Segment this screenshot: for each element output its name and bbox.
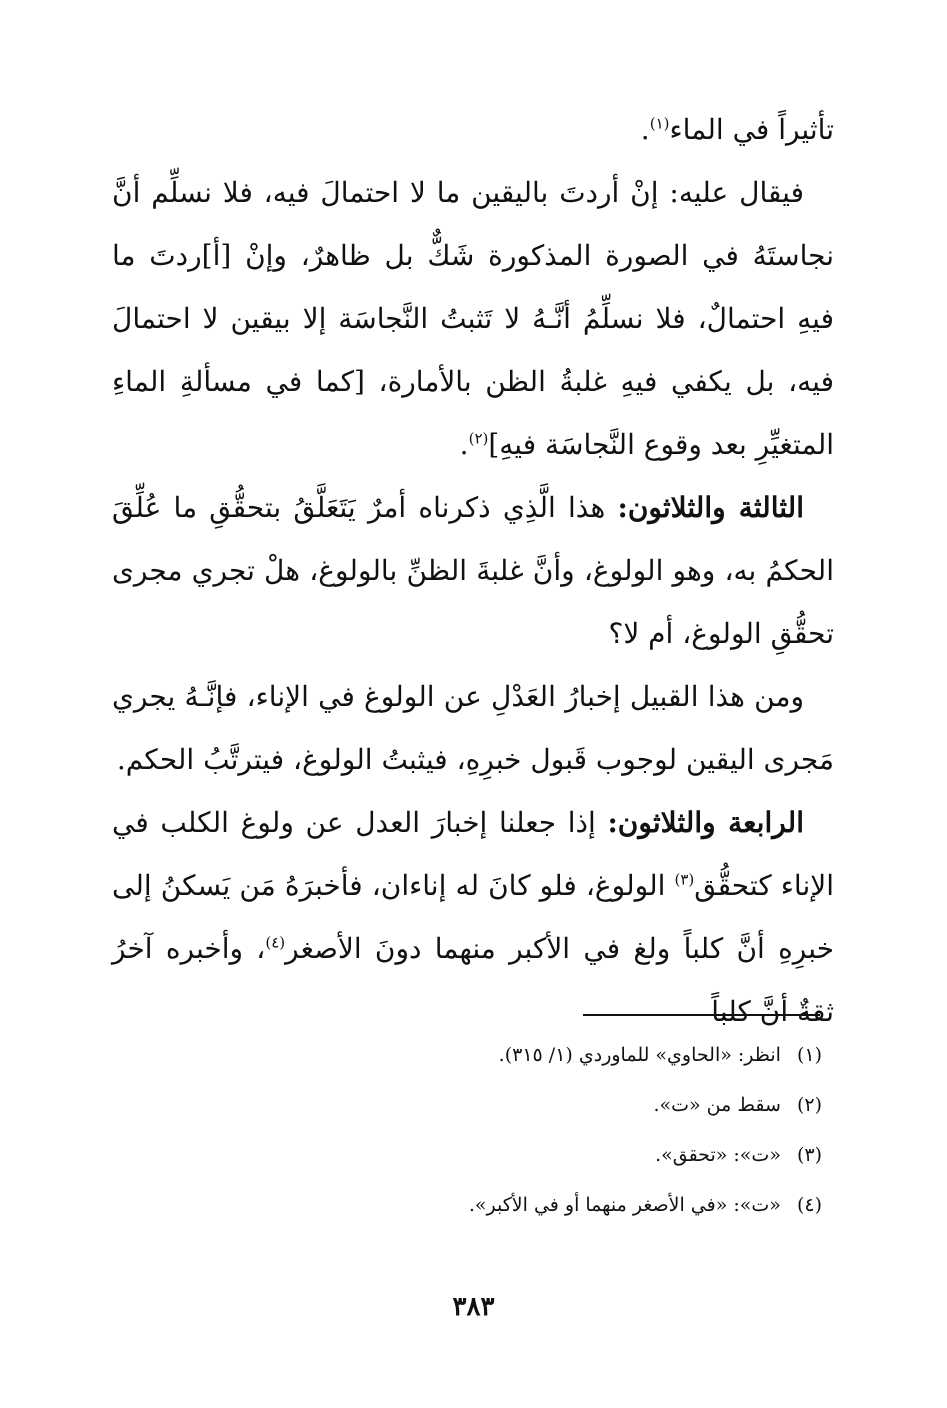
page-number: ٣٨٣ bbox=[452, 1292, 495, 1322]
section-heading: الرابعة والثلاثون: bbox=[607, 806, 804, 839]
footnote-marker: (٢) bbox=[468, 429, 489, 448]
paragraph-text: ، وأخبره آخرُ ثقةٌ أنَّ كلباً bbox=[112, 932, 834, 1028]
footnote-number: (٤) bbox=[796, 1194, 822, 1216]
footnote-marker: (١) bbox=[649, 114, 670, 133]
footnote-text: «ت»: «تحقق». bbox=[655, 1144, 781, 1166]
footnote-divider bbox=[583, 1014, 820, 1016]
section-heading: الثالثة والثلاثون: bbox=[617, 491, 804, 524]
paragraph-thirty-fourth bbox=[112, 791, 834, 1043]
paragraph-text: هذا الَّذِي ذكرناه أمرٌ يَتَعَلَّقُ بتحقُّقِ ما عُلِّقَ الحكمُ به، وهو الولوغ، وأنَّ غلبةَ الظنِّ بالولوغ، هلْ تجري مجرى تحقُّقِ الولوغ، أم لا؟ bbox=[112, 491, 834, 650]
paragraph-text: ومن هذا القبيل إخبارُ العَدْلِ عن الولوغ في الإناء، فإنَّـهُ يجري مَجرى اليقين لوجوب قَبول خبرِهِ، فيثبتُ الولوغ، فيترتَّبُ الحكم. bbox=[112, 680, 834, 776]
continuation-text: تأثيراً في الماء bbox=[669, 113, 834, 146]
footnote-text: سقط من «ت». bbox=[653, 1094, 781, 1116]
punctuation: . bbox=[640, 113, 650, 146]
footnote-item bbox=[300, 1130, 822, 1180]
paragraph-trustworthy-report bbox=[112, 665, 834, 791]
footnote-marker: (٤) bbox=[265, 933, 286, 952]
footnote-text: انظر: «الحاوي» للماوردي (١/ ٣١٥). bbox=[498, 1044, 781, 1066]
punctuation: . bbox=[459, 428, 469, 461]
footnote-number: (١) bbox=[796, 1044, 822, 1066]
paragraph-text: الولوغ، فلو كانَ له إناءان، فأخبرَهُ مَن يَسكنُ إلى خبرِهِ أنَّ كلباً ولغ في الأكبر منهما دونَ الأصغر bbox=[112, 869, 834, 965]
footnote-number: (٣) bbox=[796, 1144, 822, 1166]
paragraph-objection bbox=[112, 161, 834, 476]
main-text bbox=[112, 98, 834, 1043]
footnote-item bbox=[300, 1080, 822, 1130]
paragraph-continuation bbox=[112, 98, 834, 161]
footnote-marker: (٣) bbox=[674, 870, 695, 889]
footnotes bbox=[300, 1030, 822, 1230]
footnote-text: «ت»: «في الأصغر منهما أو في الأكبر». bbox=[468, 1194, 781, 1216]
footnote-number: (٢) bbox=[796, 1094, 822, 1116]
footnote-item bbox=[300, 1030, 822, 1080]
paragraph-text: إذا جعلنا إخبارَ العدل عن ولوغ الكلب في الإناء كتحقُّق bbox=[112, 806, 834, 902]
footnote-item bbox=[300, 1180, 822, 1230]
paragraph-text: فيقال عليه: إنْ أردتَ باليقين ما لا احتمالَ فيه، فلا نسلِّم أنَّ نجاستَهُ في الصورة المذكورة شَكٌّ بل ظاهرٌ، وإنْ [أ]ردتَ ما فيهِ احتمالٌ، فلا نسلِّمُ أنَّـهُ لا تَثبتُ النَّجاسَة إلا بيقين لا احتمالَ فيه، بل يكفي فيهِ غلبةُ الظن بالأمارة، [كما في مسألةِ الماءِ المتغيِّرِ بعد وقوع النَّجاسَة فيهِ] bbox=[112, 176, 834, 461]
paragraph-thirty-third bbox=[112, 476, 834, 665]
